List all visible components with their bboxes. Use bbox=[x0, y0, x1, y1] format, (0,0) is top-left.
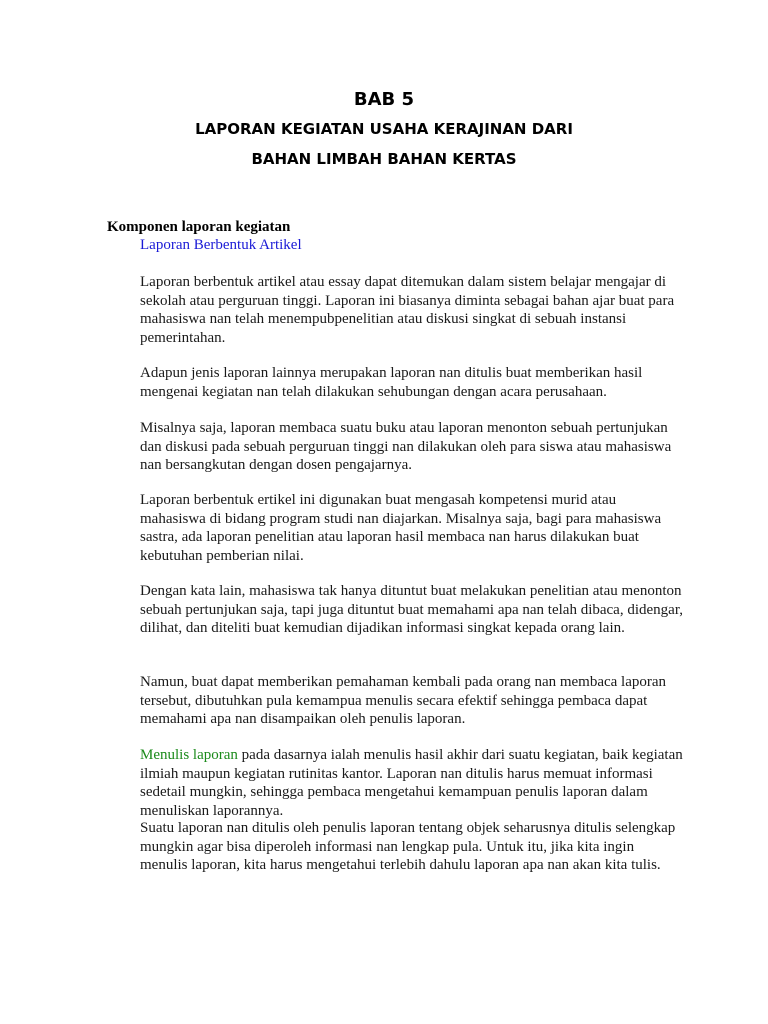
chapter-heading: BAB 5 bbox=[353, 89, 415, 110]
section-title: Komponen laporan kegiatan bbox=[107, 219, 291, 235]
paragraph-5: Dengan kata lain, mahasiswa tak hanya dituntut buat melakukan penelitian atau menonton sebuah pertunjukan saja, tapi juga dituntut buat memahami apa nan telah dibaca, didengar, dilihat, dan diteliti buat kemudian dijadikan informasi singkat kepada orang lain. bbox=[140, 583, 683, 636]
paragraph-2: Adapun jenis laporan lainnya merupakan laporan nan ditulis buat memberikan hasil mengenai kegiatan nan telah dilakukan sehubungan dengan acara perusahaan. bbox=[140, 365, 643, 400]
paragraph-3: Misalnya saja, laporan membaca suatu buku atau laporan menonton sebuah pertunjukan dan diskusi pada sebuah perguruan tinggi nan dilakukan oleh para siswa atau mahasiswa nan bersangkutan dengan dosen pengajarnya. bbox=[140, 420, 672, 473]
paragraph-4: Laporan berbentuk ertikel ini digunakan buat mengasah kompetensi murid atau mahasiswa di bidang program studi nan diajarkan. Misalnya saja, bagi para mahasiswa sastra, ada laporan penelitian atau laporan hasil membaca nan harus dilakukan buat kebutuhan pemberian nilai. bbox=[140, 492, 662, 564]
paragraph-7 bbox=[140, 746, 685, 820]
menulis-laporan-link[interactable]: Menulis laporan bbox=[140, 747, 238, 763]
subsection-title: Laporan Berbentuk Artikel bbox=[140, 237, 302, 253]
paragraph-7-text: pada dasarnya ialah menulis hasil akhir dari suatu kegiatan, baik kegiatan ilmiah maupun kegiatan rutinitas kantor. Laporan nan ditulis harus memuat informasi sedetail mungkin, sehingga pembaca mengetahui kemampuan penulis laporan dalam menuliskan laporannya. bbox=[140, 747, 683, 819]
chapter-title-line-1: LAPORAN KEGIATAN USAHA KERAJINAN DARI bbox=[195, 120, 573, 138]
paragraph-1: Laporan berbentuk artikel atau essay dapat ditemukan dalam sistem belajar mengajar di sekolah atau perguruan tinggi. Laporan ini biasanya diminta sebagai bahan ajar buat para mahasiswa nan telah menempubpenelitian atau diskusi singkat di sebuah instansi pemerintahan. bbox=[140, 274, 675, 346]
paragraph-8: Suatu laporan nan ditulis oleh penulis laporan tentang objek seharusnya ditulis selengkap mungkin agar bisa diperoleh informasi nan lengkap pula. Untuk itu, jika kita ingin menulis laporan, kita harus mengetahui terlebih dahulu laporan apa nan akan kita tulis. bbox=[140, 820, 676, 873]
chapter-title-line-2: BAHAN LIMBAH BAHAN KERTAS bbox=[251, 150, 517, 168]
paragraph-6: Namun, buat dapat memberikan pemahaman kembali pada orang nan membaca laporan tersebut, dibutuhkan pula kemampua menulis secara efektif sehingga pembaca dapat memahami apa nan disampaikan oleh penulis laporan. bbox=[140, 674, 667, 727]
